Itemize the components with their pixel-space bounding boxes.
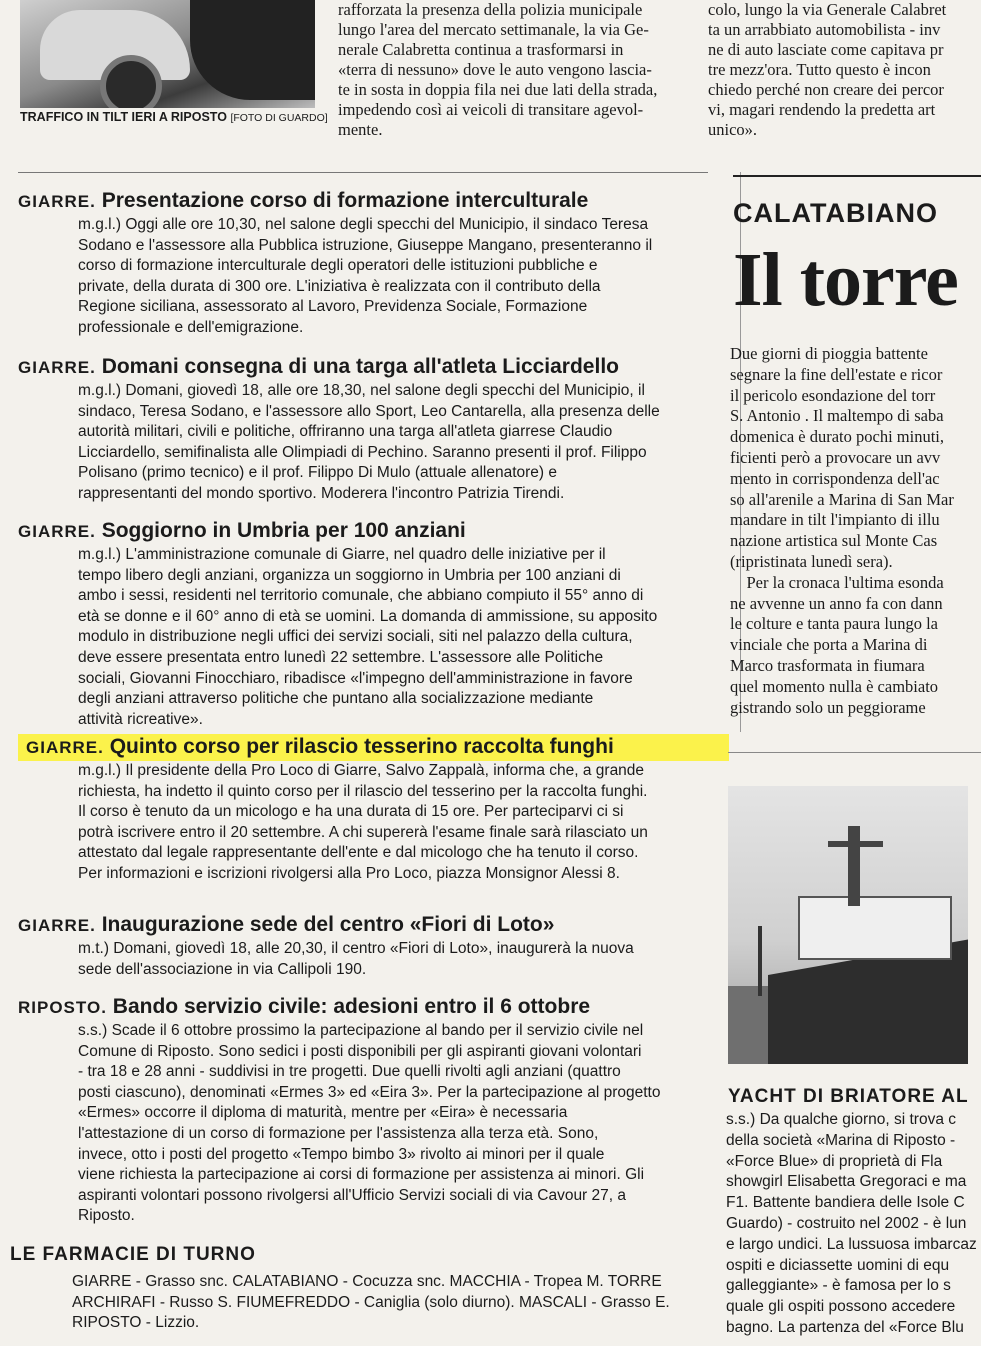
article-body: m.g.l.) Il presidente della Pro Loco di Giarre, Salvo Zappalà, informa che, a grande richiesta, ha indetto il quinto corso per il rilascio del tesserino per la raccolta funghi. Il corso è tenuto da un micologo e ha una durata di 15 ore. Per parteciparvi ci si potrà iscrivere entro il 20 settembre. A chi supererà l'esame finale sarà rilasciato un attestato dal legale rappresentante dell'ente e dal micologo che ha tenuto il corso. Per informazioni e iscrizioni rivolgersi alla Pro Loco, piazza Monsignor Alessi 8. xyxy=(78,762,648,882)
article-place: GIARRE. xyxy=(18,916,96,935)
lamp-shape xyxy=(758,926,762,996)
right-headline: Il torre xyxy=(733,238,958,322)
photo-caption xyxy=(20,110,328,124)
article-headline xyxy=(18,354,703,381)
divider xyxy=(18,172,708,173)
pharmacies-title: LE FARMACIE DI TURNO xyxy=(10,1244,256,1265)
article-place: GIARRE. xyxy=(26,738,104,757)
divider xyxy=(728,752,981,753)
article-place: GIARRE. xyxy=(18,522,96,541)
article-title: Inaugurazione sede del centro «Fiori di Loto» xyxy=(101,913,555,936)
article-title: Bando servizio civile: adesioni entro il 6 ottobre xyxy=(112,995,591,1018)
article-place: GIARRE. xyxy=(18,192,96,211)
article-fiori-di-loto xyxy=(18,912,703,980)
top-article-text: rafforzata la presenza della polizia municipale lungo l'area del mercato settimanale, la via Ge- nerale Calabretta continua a trasformarsi in «terra di nessuno» dove le auto vengono lascia- te in sosta in doppia fila nei due lati della strada, impedendo così ai veicoli di transitare agevol- mente. xyxy=(338,0,658,139)
article-headline xyxy=(18,188,703,215)
article-place: GIARRE. xyxy=(18,358,96,377)
article-headline xyxy=(18,912,703,939)
yacht-body: s.s.) Da qualche giorno, si trova c della società «Marina di Riposto - «Force Blue» di proprietà di Fla showgirl Elisabetta Gregoraci e ma F1. Battente bandiera delle Isole C Guardo) - costruito nel 2002 - è lun e largo undici. La lussuosa imbarcaz ospiti e diciassette uomini di equ galleggiante» - è famosa per lo s quale gli ospiti possono accedere bagno. La partenza del «Force Blu xyxy=(726,1111,977,1336)
article-title: Presentazione corso di formazione interculturale xyxy=(101,189,589,212)
article-corso-interculturale xyxy=(18,188,703,339)
article-place: RIPOSTO. xyxy=(18,998,107,1017)
article-title: Quinto corso per rilascio tesserino raccolta funghi xyxy=(109,735,614,758)
article-body: m.g.l.) Oggi alle ore 10,30, nel salone degli specchi del Municipio, il sindaco Teresa Sodano e l'assessore alla Pubblica istruzione, Giuseppe Mangano, presenteranno il corso di formazione interculturale degli operatori delle istituzioni pubbliche e private, della durata di 300 ore. L'iniziativa è realizzata con il contributo della Regione siciliana, assessorato al Lavoro, Previdenza Sociale, Formazione professionale e dell'emigrazione. xyxy=(78,216,653,336)
article-servizio-civile xyxy=(18,994,703,1227)
article-title: Domani consegna di una targa all'atleta Licciardello xyxy=(101,355,619,378)
article-headline-highlighted xyxy=(18,734,729,761)
article-targa-licciardello xyxy=(18,354,703,505)
yacht-title: YACHT DI BRIATORE AL xyxy=(728,1086,969,1107)
article-body: m.t.) Domani, giovedì 18, alle 20,30, il centro «Fiori di Loto», inaugurerà la nuova sede dell'associazione in via Callipoli 190. xyxy=(78,940,634,978)
wheel-shape xyxy=(100,55,162,108)
yacht-photo xyxy=(728,786,968,1064)
article-headline xyxy=(18,994,703,1021)
article-headline xyxy=(18,518,703,545)
article-corso-funghi xyxy=(18,734,703,885)
divider xyxy=(733,175,981,177)
article-soggiorno-umbria xyxy=(18,518,703,730)
article-body: m.g.l.) L'amministrazione comunale di Giarre, nel quadro delle iniziative per il tempo libero degli anziani, organizza un soggiorno in Umbria per 100 anziani di ambo i sessi, residenti nel territorio comunale, che abbiano compiuto il 55° anno di età se donne e il 60° anno di età se uomini. La domanda di ammissione, su apposito modulo in distribuzione negli uffici dei servizi sociali, siti nel palazzo della cultura, deve essere presentata entro lunedì 22 settembre. L'assessore alle Politiche sociali, Giovanni Finocchiaro, ribadisce «l'impegno dell'amministrazione in favore degli anziani attraverso politiche che puntano alla socializzazione mediante attività ricreative». xyxy=(78,546,658,728)
photo-caption-text: TRAFFICO IN TILT IERI A RIPOSTO xyxy=(20,110,227,124)
deck-shape xyxy=(798,896,952,960)
photo-credit: [FOTO DI GUARDO] xyxy=(230,112,328,124)
article-title: Soggiorno in Umbria per 100 anziani xyxy=(101,519,466,542)
article-body: s.s.) Scade il 6 ottobre prossimo la partecipazione al bando per il servizio civile nel Comune di Riposto. Sono sedici i posti disponibili per gli aspiranti giovani volontari - tra 18 e 28 anni - suddivisi in tre progetti. Due quelli rivolti agli anziani (quattro posti ciascuno), denominati «Ermes 3» ed «Eira 3». Per la partecipazione al progetto «Ermes» occorre il diploma di maturità, mentre per «Eira» è necessaria l'attestazione di un corso di formazione per l'assistenza alla terza età. Sono, invece, otto i posti del progetto «Tempo bimbo 3» rivolto ai minori per il quale viene richiesta la partecipazione ai corsi di formazione per assistenza ai minori. Gli aspiranti volontari possono rivolgersi all'Ufficio Servizi sociali di via Cavour 27, a Riposto. xyxy=(78,1022,661,1225)
article-body: m.g.l.) Domani, giovedì 18, alle ore 18,30, nel salone degli specchi del Municipio, il sindaco, Teresa Sodano, e l'assessore allo Sport, Leo Cantarella, alla presenza delle autorità militari, civili e politiche, offriranno una targa all'atleta giarrese Claudio Licciardello, semifinalista alle Olimpiadi di Pechino. Saranno presenti il prof. Filippo Polisano (primo tecnico) e il prof. Filippo Di Mulo (attuale allenatore) e rappresentanti del mondo sportivo. Moderera l'incontro Patrizia Tirendi. xyxy=(78,382,660,502)
mast-shape xyxy=(848,826,860,906)
right-article-body: Due giorni di pioggia battente segnare la fine dell'estate e ricor il pericolo esondazione del torr S. Antonio . Il maltempo di saba domenica è durato pochi minuti, ficienti però a provocare un avv mento in corrispondenza dell'ac so all'arenile a Marina di San Mar mandare in tilt l'impianto di illu nazione artistica sul Monte Cas (ripristinata lunedì sera). Per la cronaca l'ultima esonda ne avvenne un anno fa con dann le colture e tanta paura lungo la vinciale che porta a Marina di Marco trasformata in fiumara quel momento nulla è cambiato gistrando solo un peggiorame xyxy=(730,344,954,717)
pharmacies-list: GIARRE - Grasso snc. CALATABIANO - Cocuzza snc. MACCHIA - Tropea M. TORRE ARCHIRAFI - Russo S. FIUMEFREDDO - Caniglia (solo diurno). MASCALI - Grasso E. RIPOSTO - Lizzio. xyxy=(72,1273,670,1332)
car-shape xyxy=(190,0,315,100)
traffic-photo xyxy=(20,0,315,108)
top-right-text: colo, lungo la via Generale Calabret ta un arrabbiato automobilista - inv ne di auto lasciate come capitava pr tre mezz'ora. Tutto questo è incon chiedo perché non creare dei percor vi, magari rendendo la predetta art unico». xyxy=(708,0,947,139)
right-kicker: CALATABIANO xyxy=(733,198,938,228)
mast-shape xyxy=(828,841,883,847)
